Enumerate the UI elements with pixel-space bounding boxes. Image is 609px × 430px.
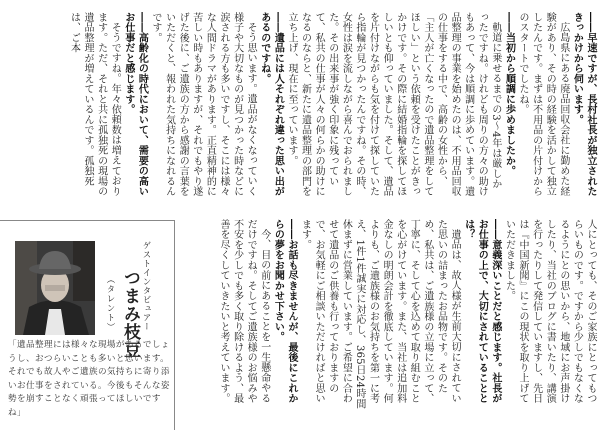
answer: 広島県にある廃品回収会社に勤めた経験があり、その時の経験を活かして独立したんです。まずは不用品の片付けからのスタートでしたね。 xyxy=(517,12,569,197)
guest-interviewer-box xyxy=(0,220,175,430)
question: ――当初から順調に歩めましたか。 xyxy=(503,12,515,176)
guest-title: （タレント） xyxy=(105,275,115,332)
answer: そうですね。年々依頼数は増えております。ただ、それと共に孤独死の現場の遺品整理が増えているんです。孤独死は、ご本 xyxy=(68,12,121,197)
answer-continued: 人にとっても、そのご家族にとってもつらいものです。ですから少しでもなくなるようにとの思いから、地域にお声掛けしたり、当社のブログに書いたり、講演を行ったりして発信していますし、先日は『中国新聞』にこの現状を取り上げていただきました。 xyxy=(503,219,596,404)
question: ――早速ですが、長村社長が独立されたきっかけから伺います。 xyxy=(571,12,596,197)
guest-name: つまみ枝豆 xyxy=(120,269,140,359)
article-text-top xyxy=(2,12,597,198)
question: ――遺品には人それぞれ違った思い出があるのですね。 xyxy=(258,12,284,197)
question: ――意義深いことだと感じます。社長がお仕事の上で、大切にされていることとは？ xyxy=(462,219,501,404)
guest-quote: 「遺品整理には様々な現場があるでしょうし、おつらいことも多いと思います。それでも故人やご遺族の気持ちに寄り添いお仕事をされている。今後もそんな姿勢を崩すことなく頑張ってほしいですね」 xyxy=(8,340,170,418)
guest-role-label: ゲストインタビュアー xyxy=(141,241,151,331)
answer: 軌道に乗せるまでの3～4年は厳しかったですね。けれども周りの方々の助けもあって、今は順調に歩めています。遺品整理の事業を始めたのは、不用品回収の仕事をする中で、高齢の女性から、「主人が亡くなったので遺品整理をしてほしい」という依頼を受けたことがきっかけです。その際に結婚指輪を探してほしいとも仰っていました。そして、遺品を片付けながらも気を付けて探していたら指輪が見つかったんですね。その時、女性は涙を流しながら喜んでおられました。その出来事が強く印象に残っていて、私共の仕事が人々の何らかの助けになるのならと、新たに遺品整理の部門を立ち上げ、現在に至っています。 xyxy=(285,12,501,197)
question: ――お話も尽きませんが、最後にこれからの夢をお聞かせ下さい。 xyxy=(272,219,297,404)
article-text-bottom xyxy=(177,219,597,409)
guest-photo xyxy=(15,241,95,335)
answer: 今、目の前にあることを一生懸命やるだけですね。そしてご遺族様のお悩みや不安を少しでも多く取り除けるよう、最善を尽くしていきたいと考えています。 xyxy=(217,219,270,404)
question: ――高齢化の時代において、需要の高いお仕事だと感じます。 xyxy=(122,12,148,197)
answer: そう思います。遺品がなくなっていく様子や大切なものが見つかった時などに涙される方も多いですし、そこには様々な人間ドラマがあります。正直精神的に苦しい時もありますが、それでもやり遂げた後に、ご遺族の方から感謝の言葉をいただくと、報われた気持ちになれるんです。 xyxy=(150,12,257,197)
answer: 遺品は、故人様が生前大切にされていた思いの詰まったお品物です。そのため、私共は、ご遺族様の立場に立って、丁寧に、そして心を込めて取り組むことを心がけています。また、当社は追加料金なしの明朗会計を徹底しています。何よりも、ご遺族様のお気持ちを第一に考え、1件1件誠実に対応し、365日24時間休まずに営業しています。ご希望に合わせて遺品のご供養も行っておりますので、お気軽にご相談いただければと思います。 xyxy=(299,219,461,409)
